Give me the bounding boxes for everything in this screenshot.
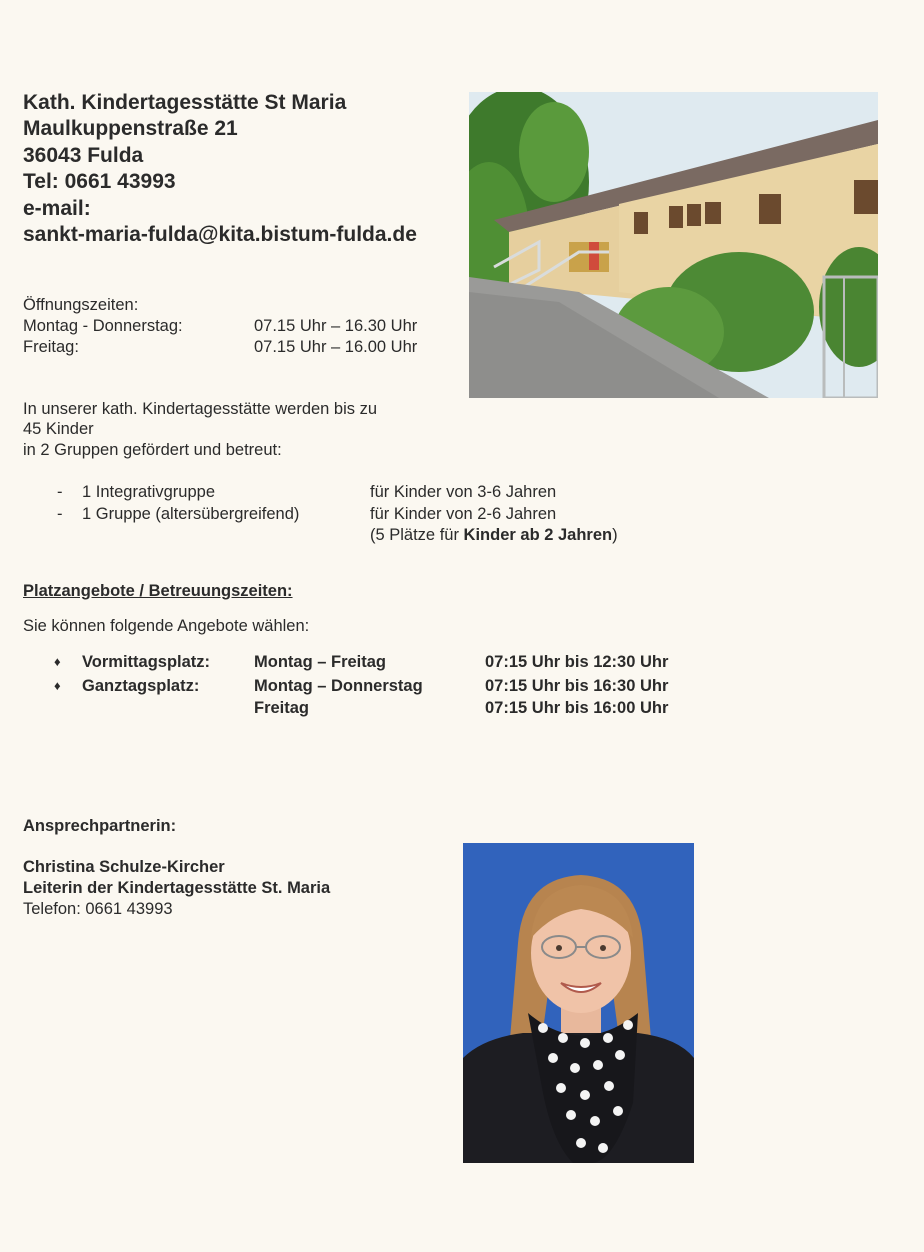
offers-title: Platzangebote / Betreuungszeiten: xyxy=(23,582,293,600)
offer-time: 07:15 Uhr bis 12:30 Uhr xyxy=(485,653,669,671)
group-name: 1 Integrativgruppe xyxy=(82,483,216,501)
intro-line: 45 Kinder xyxy=(23,420,94,438)
hours-time: 07.15 Uhr – 16.30 Uhr xyxy=(254,317,418,335)
diamond-bullet-icon: ♦ xyxy=(54,678,61,693)
kita-name: Kath. Kindertagesstätte St Maria xyxy=(23,91,347,114)
diamond-bullet-icon: ♦ xyxy=(54,654,61,669)
hours-time: 07.15 Uhr – 16.00 Uhr xyxy=(254,338,418,356)
group-desc: für Kinder von 2-6 Jahren xyxy=(370,505,557,523)
street: Maulkuppenstraße 21 xyxy=(23,117,238,141)
contact-role: Leiterin der Kindertagesstätte St. Maria xyxy=(23,879,331,897)
city: 36043 Fulda xyxy=(23,143,144,167)
group-desc: für Kinder von 3-6 Jahren xyxy=(370,483,557,501)
offer-days: Freitag xyxy=(254,699,310,717)
hours-day: Freitag: xyxy=(23,338,79,356)
offer-days: Montag – Freitag xyxy=(254,653,387,671)
phone: Tel: 0661 43993 xyxy=(23,170,176,194)
intro-line: In unserer kath. Kindertagesstätte werden bis zu xyxy=(23,400,378,418)
offers-subtitle: Sie können folgende Angebote wählen: xyxy=(23,617,310,635)
groups-note xyxy=(370,525,618,546)
offer-name: Ganztagsplatz: xyxy=(82,677,200,695)
contact-title: Ansprechpartnerin: xyxy=(23,817,177,835)
list-bullet: - xyxy=(57,483,63,501)
intro-line: in 2 Gruppen gefördert und betreut: xyxy=(23,441,282,459)
hours-title: Öffnungszeiten: xyxy=(23,296,139,314)
email-label: e-mail: xyxy=(23,196,91,220)
note-prefix: (5 Plätze für xyxy=(370,526,464,544)
offer-days: Montag – Donnerstag xyxy=(254,677,423,695)
list-bullet: - xyxy=(57,505,63,523)
building-photo xyxy=(469,92,878,398)
note-suffix: ) xyxy=(612,526,618,544)
offer-time: 07:15 Uhr bis 16:00 Uhr xyxy=(485,699,669,717)
hours-day: Montag - Donnerstag: xyxy=(23,317,183,335)
offer-name: Vormittagsplatz: xyxy=(82,653,211,671)
contact-name: Christina Schulze-Kircher xyxy=(23,858,225,876)
group-name: 1 Gruppe (altersübergreifend) xyxy=(82,505,300,523)
address-block xyxy=(23,90,417,248)
portrait-photo xyxy=(463,843,694,1163)
email-link[interactable]: sankt-maria-fulda@kita.bistum-fulda.de xyxy=(23,223,417,247)
offer-time: 07:15 Uhr bis 16:30 Uhr xyxy=(485,677,669,695)
note-bold: Kinder ab 2 Jahren xyxy=(463,526,613,544)
contact-phone: Telefon: 0661 43993 xyxy=(23,900,173,918)
